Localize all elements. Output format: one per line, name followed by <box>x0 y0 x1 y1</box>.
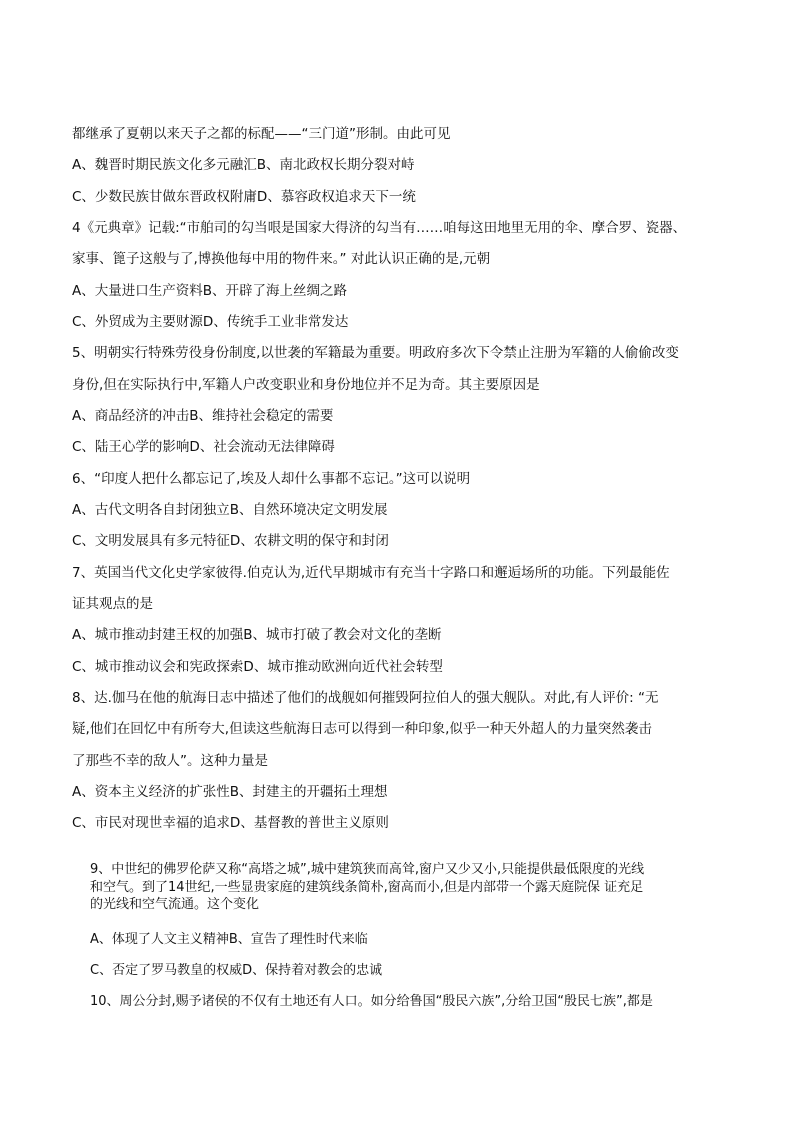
text-line: 身份,但在实际执行中,军籍人户改变职业和身份地位并不足为奇。其主要原因是 <box>72 377 540 393</box>
option-line: C、少数民族甘做东晋政权附庸D、慕容政权追求天下一统 <box>72 189 416 205</box>
option-line: A、商品经济的冲击B、维持社会稳定的需要 <box>72 408 334 424</box>
option-line: C、文明发展具有多元特征D、农耕文明的保守和封闭 <box>72 533 389 549</box>
text-line: 疑,他们在回忆中有所夸大,但读这些航海日志可以得到一种印象,似乎一种天外超人的力量突然袭击 <box>72 721 652 737</box>
question-6: 6、“印度人把什么都忘记了,埃及人却什么事都不忘记。”这可以说明 <box>72 471 471 487</box>
question-7: 7、英国当代文化史学家彼得.伯克认为,近代早期城市有充当十字路口和邂逅场所的功能。下列最能佐 <box>72 565 670 581</box>
option-line: A、魏晋时期民族文化多元融汇B、南北政权长期分裂对峙 <box>72 157 415 173</box>
question-4: 4《元典章》记载:“市舶司的勾当哏是国家大得济的勾当有……咱每这田地里无用的伞、摩合罗、瓷器、 <box>72 220 687 236</box>
text-line: 家事、篦子这般与了,博换他每中用的物件来。” 对此认识正确的是,元朝 <box>72 251 491 267</box>
question-5: 5、明朝实行特殊劳役身份制度,以世袭的军籍最为重要。明政府多次下令禁止注册为军籍的人偷偷改变 <box>72 345 679 361</box>
text-line: 的光线和空气流通。这个变化 <box>90 897 260 912</box>
text-line: 都继承了夏朝以来天子之都的标配——“三门道”形制。由此可见 <box>72 126 451 142</box>
option-line: A、城市推动封建王权的加强B、城市打破了教会对文化的垄断 <box>72 627 442 643</box>
option-line: A、古代文明各自封闭独立B、自然环境决定文明发展 <box>72 502 388 518</box>
text-line: 证其观点的是 <box>72 596 153 612</box>
option-line: C、外贸成为主要财源D、传统手工业非常发达 <box>72 314 349 330</box>
text-line: 了那些不幸的敌人”。这种力量是 <box>72 753 268 769</box>
option-line: C、否定了罗马教皇的权威D、保持着对教会的忠诚 <box>90 963 383 978</box>
text-line: 和空气。到了14世纪,一些显贵家庭的建筑线条简朴,窗高而小,但是内部带一个露天庭院保 证充足 <box>90 880 644 895</box>
option-line: C、陆王心学的影响D、社会流动无法律障碍 <box>72 439 335 455</box>
option-line: A、体现了人文主义精神B、宣告了理性时代来临 <box>90 932 368 947</box>
option-line: C、城市推动议会和宪政探索D、城市推动欧洲向近代社会转型 <box>72 659 443 675</box>
option-line: A、大量进口生产资料B、开辟了海上丝绸之路 <box>72 283 347 299</box>
option-line: A、资本主义经济的扩张性B、封建主的开疆拓土理想 <box>72 784 388 800</box>
question-9: 9、中世纪的佛罗伦萨又称“高塔之城”,城中建筑狭而高耸,窗户又少又小,只能提供最低限度的光线 <box>90 862 645 877</box>
question-10: 10、周公分封,赐予诸侯的不仅有土地还有人口。如分给鲁国“殷民六族”,分给卫国“殷民七族”,都是 <box>90 994 653 1009</box>
option-line: C、市民对现世幸福的追求D、基督教的普世主义原则 <box>72 815 389 831</box>
question-8: 8、达.伽马在他的航海日志中描述了他们的战舰如何摧毁阿拉伯人的强大舰队。对此,有人评价: “无 <box>72 690 659 706</box>
